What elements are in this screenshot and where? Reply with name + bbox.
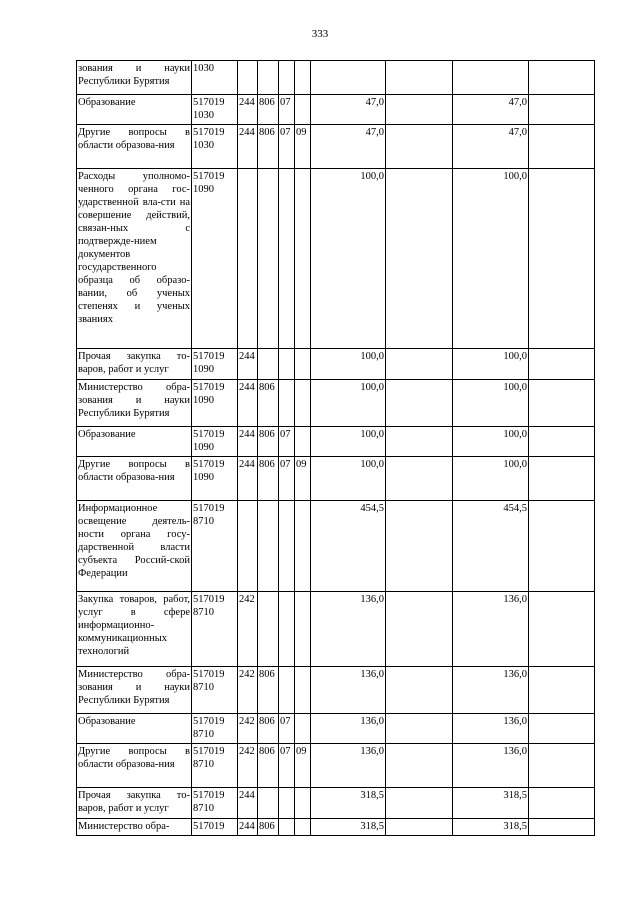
subsection-code-cell	[295, 380, 311, 427]
amount-cell: 100,0	[453, 349, 529, 380]
table-row	[77, 788, 595, 819]
empty-amount-cell	[529, 592, 595, 667]
section-code-cell	[279, 349, 295, 380]
subsection-code-cell	[295, 788, 311, 819]
administrator-code-cell: 806	[258, 427, 279, 457]
target-article-code-cell: 517019 8710	[192, 744, 238, 788]
target-article-code-cell: 517019 8710	[192, 714, 238, 744]
subsection-code-cell	[295, 427, 311, 457]
amount-cell	[453, 61, 529, 95]
empty-amount-cell	[386, 592, 453, 667]
expense-type-code-cell: 242	[238, 714, 258, 744]
empty-amount-cell	[386, 169, 453, 349]
target-article-code-cell: 517019 1090	[192, 457, 238, 501]
table-row	[77, 457, 595, 501]
row-name-cell: Прочая закупка то-варов, работ и услуг	[77, 788, 192, 819]
amount-cell: 47,0	[311, 95, 386, 125]
empty-amount-cell	[529, 380, 595, 427]
expense-type-code-cell: 244	[238, 380, 258, 427]
amount-cell: 100,0	[311, 427, 386, 457]
amount-cell: 47,0	[453, 95, 529, 125]
subsection-code-cell	[295, 349, 311, 380]
section-code-cell: 07	[279, 95, 295, 125]
amount-cell: 318,5	[453, 788, 529, 819]
row-name-cell: Другие вопросы в области образова-ния	[77, 744, 192, 788]
table-row	[77, 349, 595, 380]
target-article-code-cell: 517019 8710	[192, 501, 238, 592]
empty-amount-cell	[529, 95, 595, 125]
target-article-code-cell: 517019 8710	[192, 592, 238, 667]
amount-cell: 136,0	[453, 592, 529, 667]
amount-cell: 100,0	[311, 349, 386, 380]
row-name-cell: Министерство обра-зования и науки Республики Бурятия	[77, 380, 192, 427]
amount-cell: 136,0	[311, 714, 386, 744]
empty-amount-cell	[529, 457, 595, 501]
amount-cell: 318,5	[453, 819, 529, 836]
empty-amount-cell	[386, 95, 453, 125]
table-row	[77, 819, 595, 836]
section-code-cell: 07	[279, 744, 295, 788]
subsection-code-cell	[295, 592, 311, 667]
administrator-code-cell: 806	[258, 819, 279, 836]
empty-amount-cell	[386, 349, 453, 380]
row-name-cell: Министерство обра-зования и науки Республики Бурятия	[77, 667, 192, 714]
empty-amount-cell	[529, 61, 595, 95]
empty-amount-cell	[529, 788, 595, 819]
amount-cell	[311, 61, 386, 95]
empty-amount-cell	[529, 169, 595, 349]
administrator-code-cell	[258, 61, 279, 95]
table-row	[77, 744, 595, 788]
row-name-cell: Образование	[77, 714, 192, 744]
target-article-code-cell: 517019 8710	[192, 788, 238, 819]
amount-cell: 100,0	[453, 380, 529, 427]
subsection-code-cell: 09	[295, 125, 311, 169]
amount-cell: 136,0	[453, 744, 529, 788]
target-article-code-cell: 517019 1090	[192, 427, 238, 457]
target-article-code-cell: 517019 1030	[192, 125, 238, 169]
expense-type-code-cell: 242	[238, 744, 258, 788]
amount-cell: 318,5	[311, 819, 386, 836]
section-code-cell: 07	[279, 427, 295, 457]
row-name-cell: Другие вопросы в области образова-ния	[77, 457, 192, 501]
amount-cell: 100,0	[311, 457, 386, 501]
table-row	[77, 714, 595, 744]
table-row	[77, 380, 595, 427]
row-name-cell: Образование	[77, 95, 192, 125]
administrator-code-cell	[258, 788, 279, 819]
administrator-code-cell	[258, 592, 279, 667]
amount-cell: 318,5	[311, 788, 386, 819]
row-name-cell: зования и науки Республики Бурятия	[77, 61, 192, 95]
amount-cell: 47,0	[311, 125, 386, 169]
section-code-cell	[279, 380, 295, 427]
table-row	[77, 61, 595, 95]
expense-type-code-cell: 242	[238, 667, 258, 714]
table-row	[77, 169, 595, 349]
empty-amount-cell	[529, 125, 595, 169]
amount-cell: 136,0	[311, 667, 386, 714]
administrator-code-cell	[258, 501, 279, 592]
empty-amount-cell	[529, 714, 595, 744]
empty-amount-cell	[386, 501, 453, 592]
administrator-code-cell: 806	[258, 95, 279, 125]
expense-type-code-cell	[238, 169, 258, 349]
row-name-cell: Прочая закупка то-варов, работ и услуг	[77, 349, 192, 380]
table-row	[77, 501, 595, 592]
administrator-code-cell: 806	[258, 380, 279, 427]
administrator-code-cell: 806	[258, 714, 279, 744]
subsection-code-cell	[295, 95, 311, 125]
amount-cell: 136,0	[453, 714, 529, 744]
amount-cell: 454,5	[453, 501, 529, 592]
row-name-cell: Расходы уполномо-ченного органа гос-ударственной вла-сти на совершение действий, связан-ных с подтвержде-нием документов государственного образца об образо-вании, об ученых степенях и ученых званиях	[77, 169, 192, 349]
expense-type-code-cell: 244	[238, 427, 258, 457]
empty-amount-cell	[529, 349, 595, 380]
expense-type-code-cell: 244	[238, 95, 258, 125]
expense-type-code-cell	[238, 501, 258, 592]
amount-cell: 136,0	[453, 667, 529, 714]
target-article-code-cell: 517019 1030	[192, 95, 238, 125]
expense-type-code-cell: 244	[238, 819, 258, 836]
expense-type-code-cell: 242	[238, 592, 258, 667]
amount-cell: 100,0	[453, 457, 529, 501]
empty-amount-cell	[529, 667, 595, 714]
section-code-cell	[279, 61, 295, 95]
subsection-code-cell: 09	[295, 457, 311, 501]
empty-amount-cell	[386, 667, 453, 714]
expense-type-code-cell: 244	[238, 457, 258, 501]
empty-amount-cell	[386, 125, 453, 169]
table-row	[77, 667, 595, 714]
administrator-code-cell: 806	[258, 125, 279, 169]
amount-cell: 136,0	[311, 744, 386, 788]
section-code-cell	[279, 169, 295, 349]
subsection-code-cell	[295, 714, 311, 744]
amount-cell: 454,5	[311, 501, 386, 592]
empty-amount-cell	[386, 744, 453, 788]
empty-amount-cell	[386, 714, 453, 744]
amount-cell: 100,0	[453, 427, 529, 457]
amount-cell: 47,0	[453, 125, 529, 169]
row-name-cell: Информационное освещение деятель-ности органа госу-дарственной власти субъекта Россий-ской Федерации	[77, 501, 192, 592]
section-code-cell: 07	[279, 457, 295, 501]
row-name-cell: Образование	[77, 427, 192, 457]
empty-amount-cell	[386, 61, 453, 95]
section-code-cell: 07	[279, 125, 295, 169]
expense-type-code-cell: 244	[238, 125, 258, 169]
table-row	[77, 427, 595, 457]
subsection-code-cell	[295, 169, 311, 349]
empty-amount-cell	[386, 380, 453, 427]
subsection-code-cell: 09	[295, 744, 311, 788]
administrator-code-cell	[258, 169, 279, 349]
target-article-code-cell: 517019 8710	[192, 667, 238, 714]
subsection-code-cell	[295, 667, 311, 714]
target-article-code-cell: 517019	[192, 819, 238, 836]
row-name-cell: Другие вопросы в области образова-ния	[77, 125, 192, 169]
subsection-code-cell	[295, 61, 311, 95]
section-code-cell: 07	[279, 714, 295, 744]
section-code-cell	[279, 788, 295, 819]
subsection-code-cell	[295, 819, 311, 836]
row-name-cell: Министерство обра-	[77, 819, 192, 836]
page-number: 333	[311, 28, 329, 40]
table-body	[77, 61, 595, 836]
expense-type-code-cell	[238, 61, 258, 95]
empty-amount-cell	[529, 744, 595, 788]
administrator-code-cell: 806	[258, 457, 279, 501]
amount-cell: 100,0	[311, 169, 386, 349]
section-code-cell	[279, 501, 295, 592]
empty-amount-cell	[386, 788, 453, 819]
empty-amount-cell	[529, 501, 595, 592]
table-row	[77, 592, 595, 667]
empty-amount-cell	[386, 427, 453, 457]
administrator-code-cell: 806	[258, 667, 279, 714]
expense-type-code-cell: 244	[238, 349, 258, 380]
empty-amount-cell	[386, 819, 453, 836]
target-article-code-cell: 1030	[192, 61, 238, 95]
budget-table	[76, 60, 595, 836]
amount-cell: 100,0	[453, 169, 529, 349]
table-row	[77, 95, 595, 125]
section-code-cell	[279, 667, 295, 714]
empty-amount-cell	[386, 457, 453, 501]
row-name-cell: Закупка товаров, работ, услуг в сфере информационно-коммуникационных технологий	[77, 592, 192, 667]
section-code-cell	[279, 592, 295, 667]
administrator-code-cell: 806	[258, 744, 279, 788]
target-article-code-cell: 517019 1090	[192, 380, 238, 427]
subsection-code-cell	[295, 501, 311, 592]
section-code-cell	[279, 819, 295, 836]
target-article-code-cell: 517019 1090	[192, 349, 238, 380]
amount-cell: 100,0	[311, 380, 386, 427]
table-row	[77, 125, 595, 169]
empty-amount-cell	[529, 819, 595, 836]
administrator-code-cell	[258, 349, 279, 380]
expense-type-code-cell: 244	[238, 788, 258, 819]
empty-amount-cell	[529, 427, 595, 457]
target-article-code-cell: 517019 1090	[192, 169, 238, 349]
amount-cell: 136,0	[311, 592, 386, 667]
